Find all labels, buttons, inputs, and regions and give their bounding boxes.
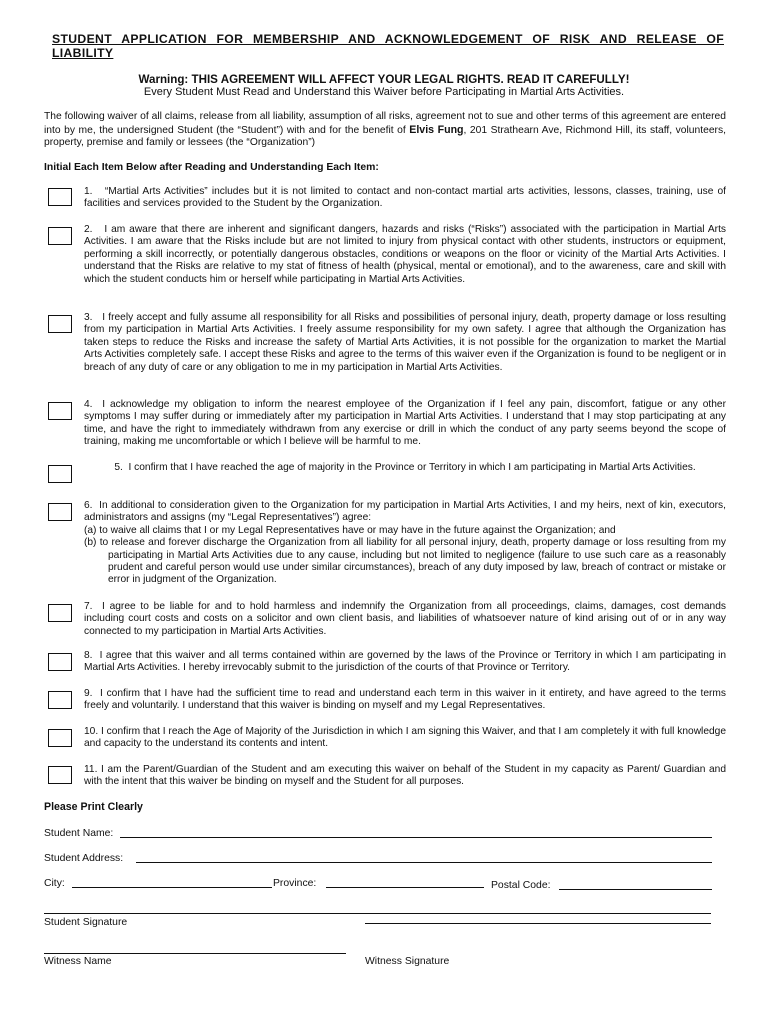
province-label: Province: (273, 878, 317, 889)
waiver-item-5 (100, 462, 710, 474)
waiver-item-3 (84, 312, 726, 374)
initial-box-8[interactable] (48, 653, 72, 671)
item-number: 11. (84, 764, 98, 775)
warning-subheading: Every Student Must Read and Understand this Waiver before Participating in Martial Arts Activities. (143, 86, 625, 98)
item-number: 10. (84, 726, 99, 737)
intro-paragraph (44, 111, 726, 150)
initial-box-4[interactable] (48, 402, 72, 420)
item-text: In additional to consideration given to the Organization for my participation in Martial Arts Activities, I and my heirs, next of kin, executors, administrators and assigns (my “Legal Representatives”) agree: (84, 500, 726, 524)
item-text: I acknowledge my obligation to inform the nearest employee of the Organization if I feel any pain, discomfort, fatigue or any other symptoms I may suffer during or immediately after my participation in Martial Arts Activities. I understand that I may stop participating at any time, and have the right to immediately withdrawn from any exercise or drill in which the conduct of any party seems beyond the scope of training, making me uncomfortable or which I believe will be harmful to me. (84, 399, 726, 448)
waiver-item-9 (84, 688, 726, 713)
initial-box-1[interactable] (48, 188, 72, 206)
item-number: 4. (84, 399, 93, 410)
item-number: 6. (84, 500, 93, 511)
initial-box-2[interactable] (48, 227, 72, 245)
initial-box-7[interactable] (48, 604, 72, 622)
waiver-item-11 (84, 764, 726, 789)
initial-box-9[interactable] (48, 691, 72, 709)
item-number: 3. (84, 312, 93, 323)
witness-name-line[interactable] (44, 953, 346, 954)
item-number: 9. (84, 688, 93, 699)
item-number: 7. (84, 601, 93, 612)
waiver-item-4 (84, 399, 726, 449)
student-signature-date-line[interactable] (365, 923, 711, 924)
intro-text-after: , 201 Strathearn Ave, Richmond Hill, its staff, volunteers, property, premise and family or lessees (the “Organization”) (44, 124, 726, 149)
item-text: I confirm that I have had the sufficient time to read and understand each term in this waiver in it entirety, and have agreed to the terms freely and voluntarily. I understand that this waiver is binding on myself and my Legal Representatives. (84, 688, 726, 712)
item-text: I confirm that I have reached the age of majority in the Province or Territory in which I am participating in Martial Arts Activities. (128, 462, 696, 473)
initial-box-10[interactable] (48, 729, 72, 747)
intro-text-before: The following waiver of all claims, release from all liability, assumption of all risks, agreement not to sue and other terms of this agreement are entered into by me, the undersigned Student (the “Student”) with and for the benefit of (44, 111, 727, 136)
postal-code-line[interactable] (559, 889, 712, 890)
waiver-item-8 (84, 650, 726, 675)
document-title: STUDENT APPLICATION FOR MEMBERSHIP AND ACKNOWLEDGEMENT OF RISK AND RELEASE OF LIABILITY (52, 32, 724, 60)
waiver-item-10 (84, 726, 726, 751)
item-text: I freely accept and fully assume all responsibility for all Risks and possibilities of personal injury, death, property damage or loss resulting from my participation in Martial Arts Activities. I freely assume responsibility for my own safety. I agree that although the Organization has taken steps to reduce the Risks and increase the safety of Martial Arts Activities, it is not possible for the organization to market the Martial Arts Activities completely safe. I accept these Risks and agree to the terms of this waiver even if the Organization is found to be negligent or in breach of any duty of care or any obligation to me in my participation in Martial Arts Activities. (84, 312, 726, 373)
student-signature-line[interactable] (44, 913, 711, 914)
warning-heading: Warning: THIS AGREEMENT WILL AFFECT YOUR LEGAL RIGHTS. READ IT CAREFULLY! (138, 73, 630, 86)
print-clearly-heading: Please Print Clearly (44, 801, 143, 813)
student-name-label: Student Name: (44, 828, 114, 839)
waiver-item-2 (84, 224, 726, 286)
item-number: 2. (84, 224, 93, 235)
item-text: I agree that this waiver and all terms contained within are governed by the laws of the Province or Territory in which I am participating in Martial Arts Activities. I hereby irrevocably submit to the jurisdiction of the courts of that Province or Territory. (84, 650, 726, 674)
item-text: I agree to be liable for and to hold harmless and indemnify the Organization from all proceedings, claims, damages, cost demands including court costs and costs on a solicitor and own client basis, and liabilities of whatsoever nature of kind arising out of or in any way connected to my participation in Martial Arts Activities. (84, 601, 726, 637)
item-text: I confirm that I reach the Age of Majority of the Jurisdiction in which I am signing this Waiver, and that I am completely it with full knowledge and capacity to the understand its contents and intent. (84, 726, 726, 750)
waiver-item-7 (84, 601, 726, 638)
waiver-item-1 (84, 186, 726, 211)
postal-code-label: Postal Code: (491, 880, 551, 891)
item-number: 5. (114, 462, 123, 473)
item-6-sub-a: (a) to waive all claims that I or my Legal Representatives have or may have in the future against the Organization; and (84, 524, 616, 536)
item-number: 1. (84, 186, 93, 197)
item-text: I am aware that there are inherent and significant dangers, hazards and risks (“Risks”) associated with the participation in Martial Arts Activities. I am aware that the Risks include but are not limited to injury from physical contact with other students, instructors or equipment, performing a skill incorrectly, or potentially dangerous obstacles, conditions or weapons on the floor or vicinity of the Martial Arts Activities. I understand that the Risks are relative to my stat of fitness of health (physical, mental or emotional), and to the awareness, care and skill with which the student conducts him or herself while participating in Martial Arts Activities. (84, 224, 726, 285)
item-6-lead (84, 500, 726, 525)
city-line[interactable] (72, 887, 272, 888)
waiver-item-6 (84, 500, 726, 587)
item-text: I am the Parent/Guardian of the Student and am executing this waiver on behalf of the Student in my capacity as Parent/ Guardian and with the intent that this waiver be binding on myself and the Student for all purposes. (84, 764, 726, 788)
item-6-sub-b: (b) to release and forever discharge the Organization from all liability for all personal injury, death, property damage or loss resulting from my participating in Martial Arts Activities due to any cause, including but not limited to negligence (failure to use such care as a reasonably prudent and careful person would use under similar circumstances), breach of any duty imposed by law, breach of contract or mistake or error in judgment of the Organization. (84, 537, 726, 586)
witness-name-label: Witness Name (44, 956, 112, 967)
student-name-line[interactable] (120, 837, 712, 838)
student-address-label: Student Address: (44, 853, 124, 864)
student-signature-label: Student Signature (44, 917, 128, 928)
initial-box-6[interactable] (48, 503, 72, 521)
initial-instructions: Initial Each Item Below after Reading and Understanding Each Item: (44, 162, 379, 173)
item-text: “Martial Arts Activities” includes but it is not limited to contact and non-contact martial arts activities, lessons, classes, training, use of facilities and services provided to the Student by the Organization. (84, 186, 726, 210)
initial-box-5[interactable] (48, 465, 72, 483)
witness-signature-label: Witness Signature (365, 956, 450, 967)
item-number: 8. (84, 650, 93, 661)
initial-box-11[interactable] (48, 766, 72, 784)
province-line[interactable] (326, 887, 484, 888)
student-address-line[interactable] (136, 862, 712, 863)
city-label: City: (44, 878, 65, 889)
organization-owner-name: Elvis Fung (409, 123, 464, 136)
initial-box-3[interactable] (48, 315, 72, 333)
